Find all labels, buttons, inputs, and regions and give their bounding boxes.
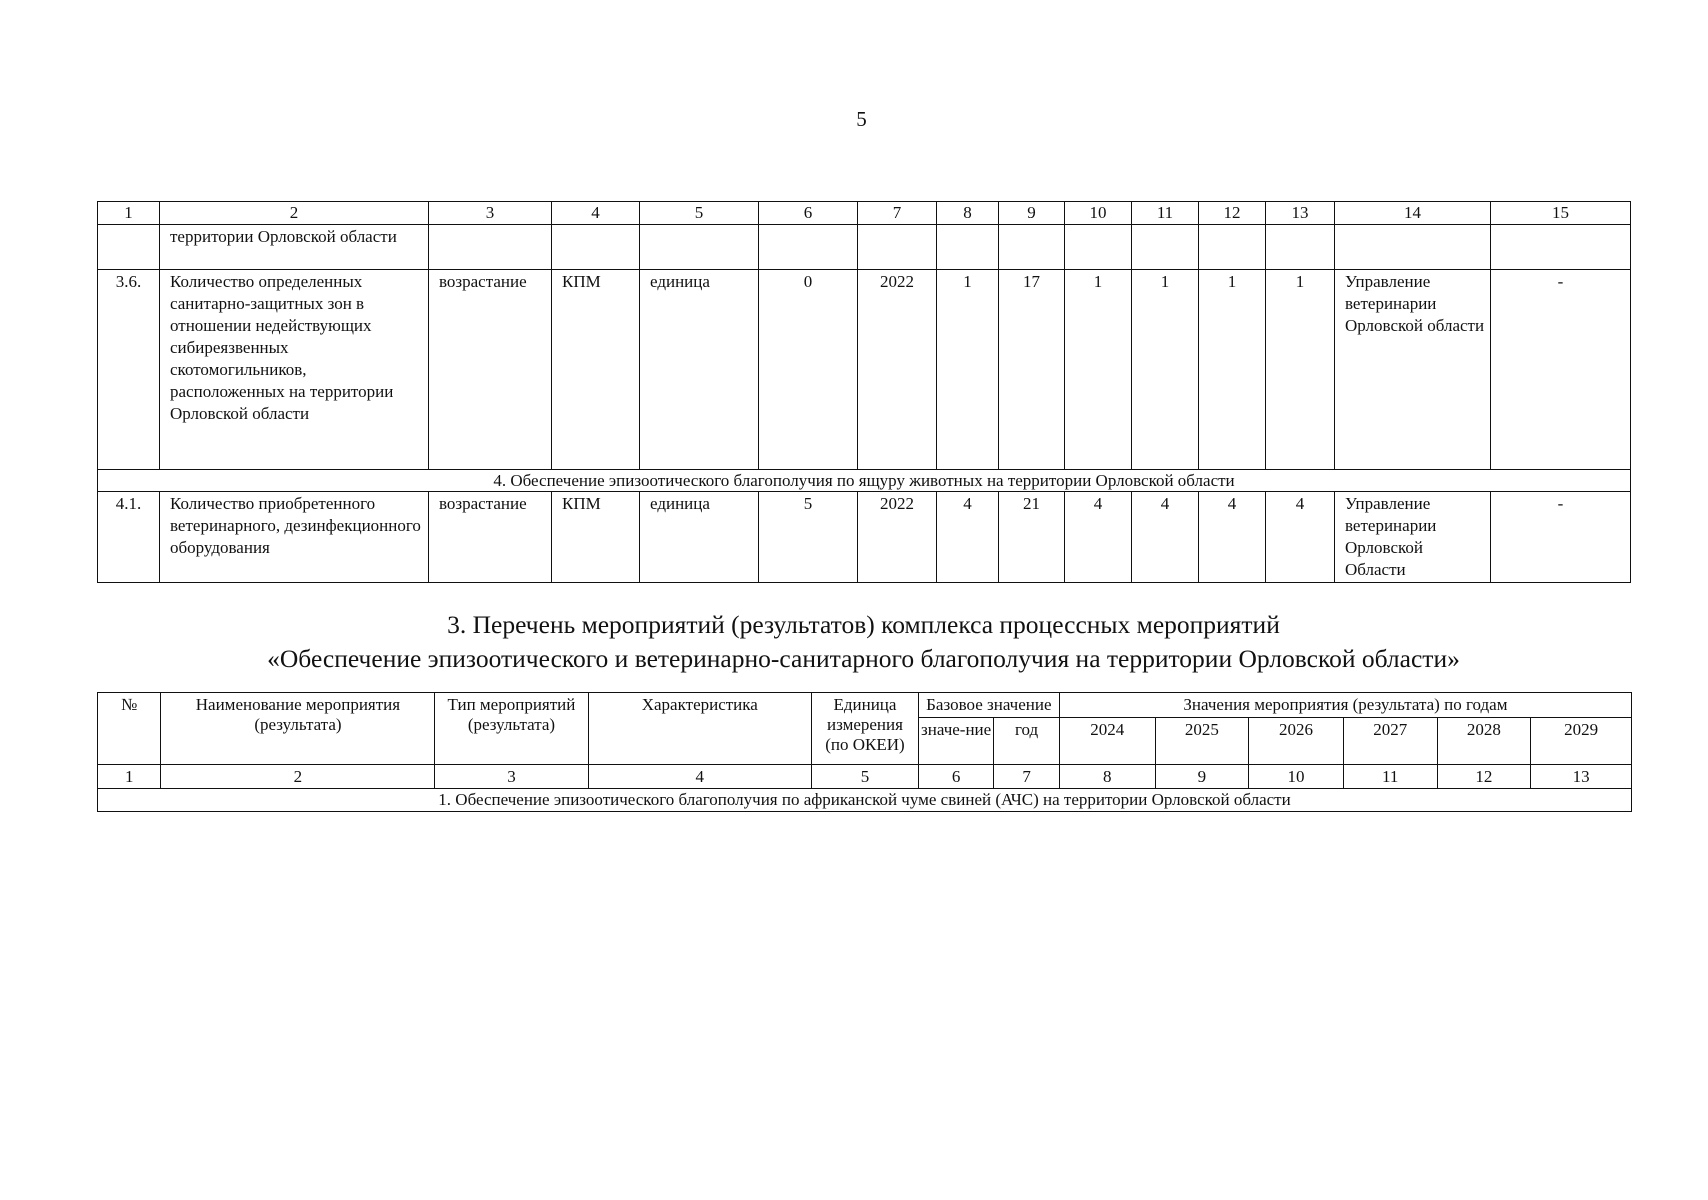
indicator-name: Количество приобретенного ветеринарного, дезинфекционного оборудования xyxy=(160,492,429,583)
measures-table xyxy=(97,692,1632,812)
column-number: 3 xyxy=(429,202,552,225)
header-values-by-year: Значения мероприятия (результата) по годам xyxy=(1059,693,1631,718)
header-row xyxy=(98,693,1632,718)
value-cell: - xyxy=(1491,492,1631,583)
header-year: 2027 xyxy=(1343,718,1437,765)
column-number: 2 xyxy=(160,202,429,225)
value-cell: 4 xyxy=(1132,492,1199,583)
column-number: 11 xyxy=(1343,765,1437,789)
header-no: № xyxy=(98,693,161,765)
indicator-direction: возрастание xyxy=(429,492,552,583)
header-year: 2026 xyxy=(1249,718,1344,765)
indicator-direction: возрастание xyxy=(429,270,552,470)
column-number: 6 xyxy=(918,765,994,789)
column-number: 12 xyxy=(1437,765,1531,789)
value-cell: 4 xyxy=(937,492,999,583)
value-cell: 4 xyxy=(1065,492,1132,583)
column-number: 1 xyxy=(98,202,160,225)
section-heading xyxy=(97,608,1630,676)
base-year: 2022 xyxy=(858,492,937,583)
header-year: 2028 xyxy=(1437,718,1531,765)
column-number: 10 xyxy=(1065,202,1132,225)
header-unit: Единица измерения (по ОКЕИ) xyxy=(812,693,919,765)
base-year: 2022 xyxy=(858,270,937,470)
value-cell: 1 xyxy=(1199,270,1266,470)
value-cell: 21 xyxy=(999,492,1065,583)
column-number: 11 xyxy=(1132,202,1199,225)
column-number: 7 xyxy=(994,765,1059,789)
column-number: 13 xyxy=(1531,765,1632,789)
page-number: 5 xyxy=(856,107,867,131)
column-number: 15 xyxy=(1491,202,1631,225)
column-number: 14 xyxy=(1335,202,1491,225)
column-number: 5 xyxy=(640,202,759,225)
section-title: 1. Обеспечение эпизоотического благополучия по африканской чуме свиней (АЧС) на территории Орловской области xyxy=(98,789,1632,812)
column-number: 7 xyxy=(858,202,937,225)
value-cell: 1 xyxy=(1266,270,1335,470)
column-number: 6 xyxy=(759,202,858,225)
responsible-body: Управление ветеринарии Орловской Области xyxy=(1335,492,1491,583)
section-heading-line: «Обеспечение эпизоотического и ветеринарно-санитарного благополучия на территории Орловской области» xyxy=(267,644,1460,673)
row-number: 4.1. xyxy=(98,492,160,583)
header-base: Базовое значение xyxy=(918,693,1059,718)
header-base-year: год xyxy=(994,718,1059,765)
column-number: 9 xyxy=(1155,765,1249,789)
header-characteristic: Характеристика xyxy=(588,693,812,765)
value-cell: 1 xyxy=(1065,270,1132,470)
column-number: 3 xyxy=(435,765,588,789)
table-row-continuation xyxy=(98,225,1631,270)
base-value: 0 xyxy=(759,270,858,470)
indicators-table xyxy=(97,201,1631,583)
header-name: Наименование мероприятия (результата) xyxy=(161,693,435,765)
value-cell: 4 xyxy=(1199,492,1266,583)
column-number-row xyxy=(98,202,1631,225)
column-number-row xyxy=(98,765,1632,789)
column-number: 4 xyxy=(552,202,640,225)
base-value: 5 xyxy=(759,492,858,583)
column-number: 5 xyxy=(812,765,919,789)
header-year: 2029 xyxy=(1531,718,1632,765)
value-cell: 4 xyxy=(1266,492,1335,583)
column-number: 10 xyxy=(1249,765,1344,789)
indicator-unit: единица xyxy=(640,270,759,470)
header-year: 2024 xyxy=(1059,718,1155,765)
value-cell: - xyxy=(1491,270,1631,470)
responsible-body: Управление ветеринарии Орловской области xyxy=(1335,270,1491,470)
column-number: 9 xyxy=(999,202,1065,225)
header-base-value: значе-ние xyxy=(918,718,994,765)
column-number: 8 xyxy=(1059,765,1155,789)
indicator-unit: единица xyxy=(640,492,759,583)
header-year: 2025 xyxy=(1155,718,1249,765)
table-row xyxy=(98,270,1631,470)
value-cell: 1 xyxy=(937,270,999,470)
column-number: 2 xyxy=(161,765,435,789)
section-row xyxy=(98,789,1632,812)
indicator-level: КПМ xyxy=(552,492,640,583)
column-number: 1 xyxy=(98,765,161,789)
value-cell: 1 xyxy=(1132,270,1199,470)
indicator-name: территории Орловской области xyxy=(160,225,429,270)
column-number: 4 xyxy=(588,765,812,789)
column-number: 13 xyxy=(1266,202,1335,225)
table-row xyxy=(98,492,1631,583)
section-heading-line: 3. Перечень мероприятий (результатов) комплекса процессных мероприятий xyxy=(447,610,1280,639)
column-number: 8 xyxy=(937,202,999,225)
value-cell: 17 xyxy=(999,270,1065,470)
row-number: 3.6. xyxy=(98,270,160,470)
indicator-level: КПМ xyxy=(552,270,640,470)
section-row xyxy=(98,470,1631,492)
indicator-name: Количество определенных санитарно-защитных зон в отношении недействующих сибиреязвенных скотомогильников, расположенных на территории Орловской области xyxy=(160,270,429,470)
section-title: 4. Обеспечение эпизоотического благополучия по ящуру животных на территории Орловской области xyxy=(98,470,1631,492)
header-type: Тип мероприятий (результата) xyxy=(435,693,588,765)
column-number: 12 xyxy=(1199,202,1266,225)
